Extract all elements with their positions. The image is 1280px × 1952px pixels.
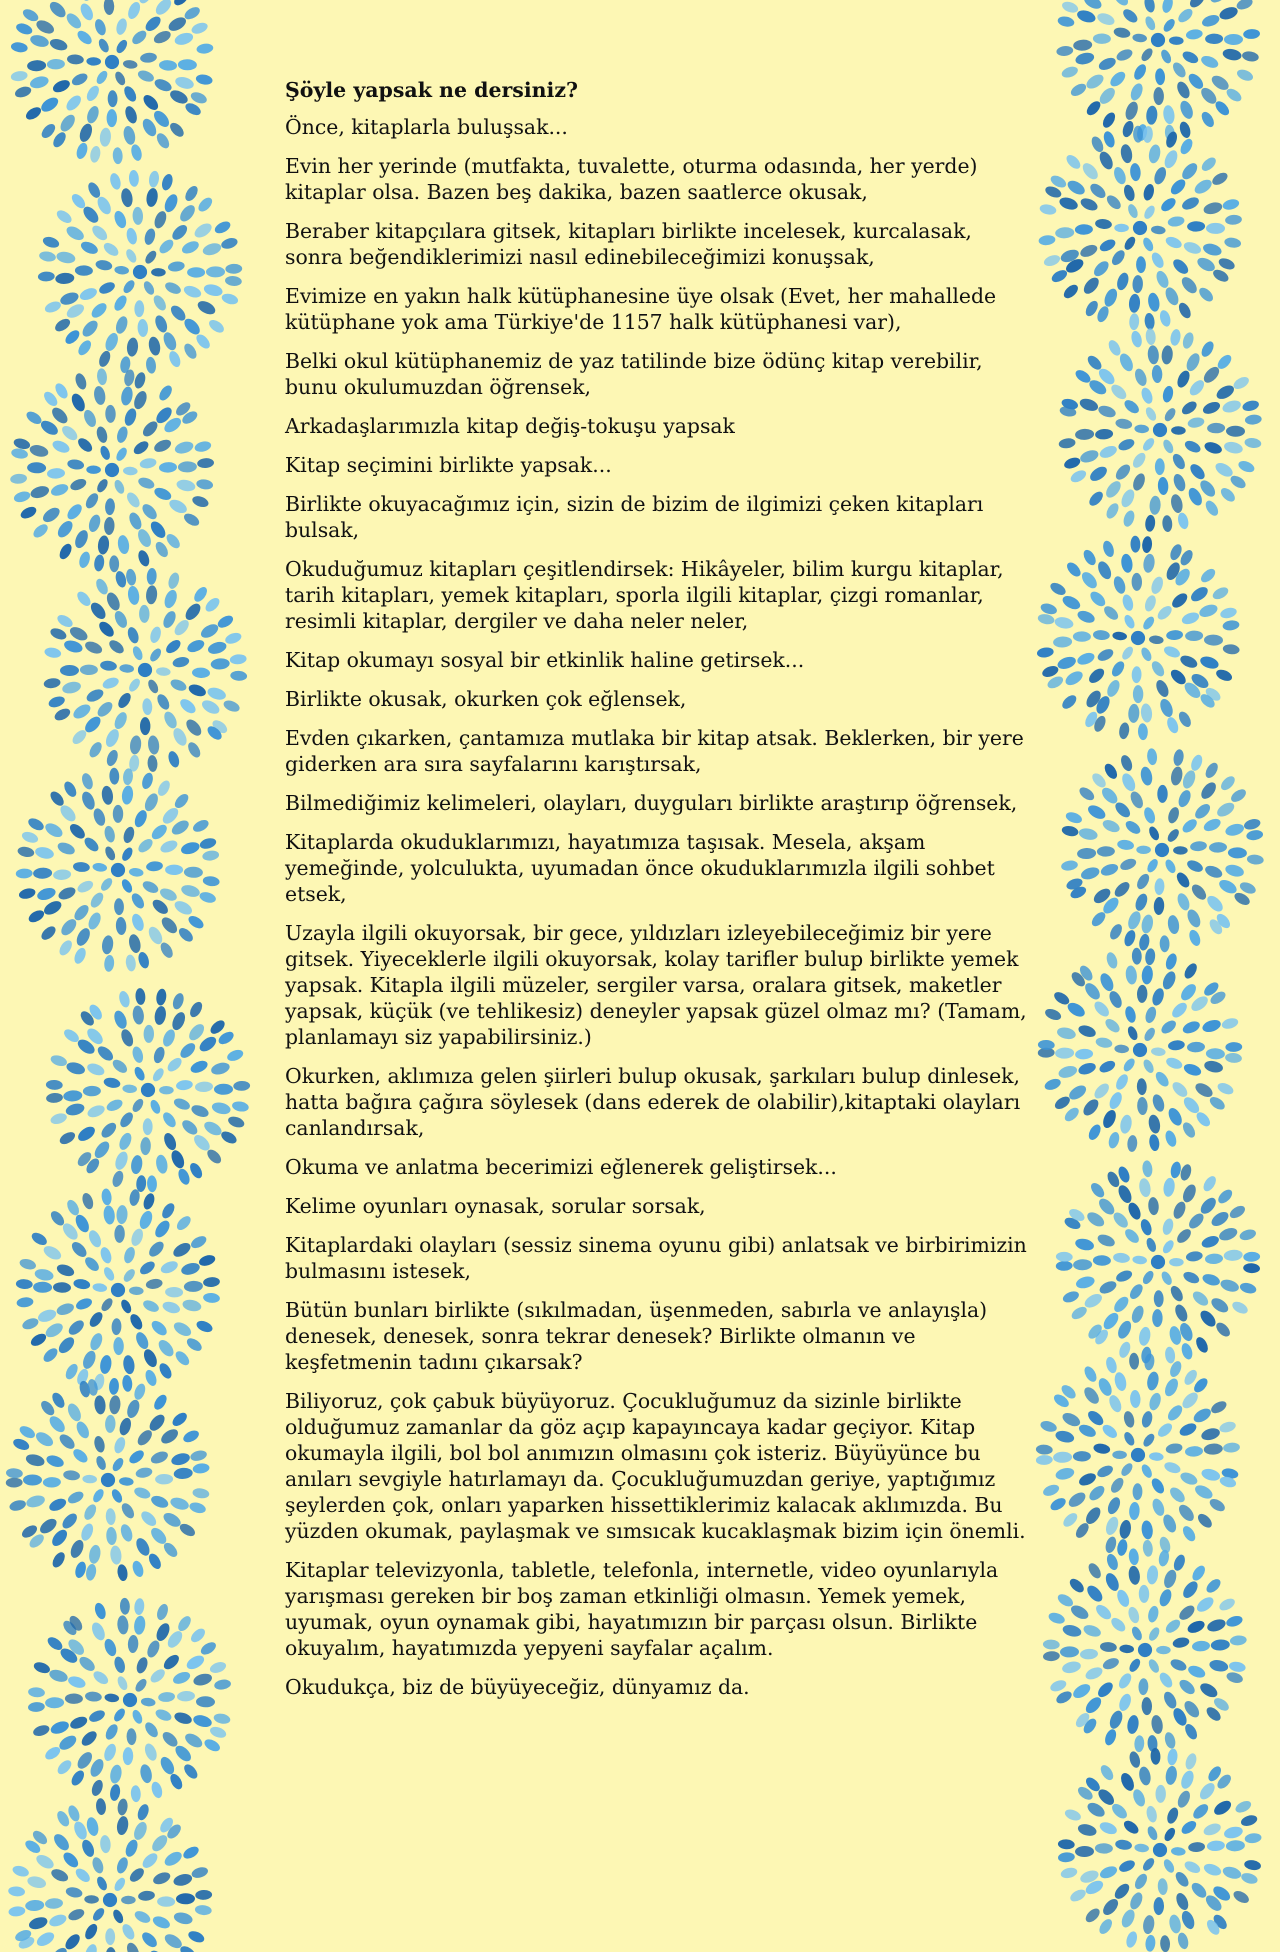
article-paragraph: Birlikte okuyacağımız için, sizin de bizim de ilgimizi çeken kitapları bulsak, — [285, 492, 984, 542]
flower-icon — [1036, 1353, 1241, 1558]
right-flower-column — [1020, 0, 1280, 1952]
left-flower-column — [0, 0, 260, 1952]
article-paragraph: Belki okul kütüphanemiz de yaz tatilinde bize ödünç kitap verebilir, bunu okulumuzdan öğrensek, — [285, 349, 983, 399]
flower-icon — [10, 0, 214, 164]
left-flower-decoration — [0, 0, 260, 1952]
article-paragraph: Kelime oyunları oynasak, sorular sorsak, — [285, 1194, 706, 1218]
article-paragraph: Biliyoruz, çok çabuk büyüyoruz. Çocukluğumuz da sizinle birlikte olduğumuz zamanlar da göz açıp kapayıncaya kadar geçiyor. Kitap okumayla ilgili, bol bol anımızın olmasını çok isteriz. Büyüyünce bu anıları sevgiyle hatırlamayı da. Çocukluğumuzdan geriye, yaptığımız şeylerden çok, onları yaparken hissettiklerimiz kalacak aklımızda. Bu yüzden okumak, paylaşmak ve sımsıcak kucaklaşmak bizim için önemli. — [285, 1389, 1026, 1543]
article — [285, 76, 1030, 1713]
flower-icon — [10, 368, 215, 572]
flower-icon — [1060, 748, 1264, 953]
flower-icon — [1038, 126, 1242, 331]
flower-icon — [6, 1378, 210, 1582]
right-flower-decoration — [1020, 0, 1280, 1952]
flower-icon — [1058, 328, 1262, 533]
article-body — [285, 114, 1030, 1700]
flower-icon — [8, 1798, 213, 1952]
article-paragraph: Kitap okumayı sosyal bir etkinlik haline getirsek... — [285, 648, 805, 672]
article-paragraph: Okurken, aklımıza gelen şiirleri bulup okusak, şarkıları bulup dinlesek, hatta bağıra çağıra söylesek (dans ederek de olabilir),kitaptaki olayları canlandırsak, — [285, 1064, 1021, 1140]
flower-icon — [28, 1598, 232, 1803]
flower-icon — [1056, 0, 1260, 142]
flower-icon — [1038, 948, 1243, 1153]
flower-icon — [43, 568, 247, 773]
article-paragraph: Evimize en yakın halk kütüphanesine üye olsak (Evet, her mahallede kütüphane yok ama Türkiye'de 1157 halk kütüphanesi var), — [285, 284, 997, 334]
article-paragraph: Bütün bunları birlikte (sıkılmadan, üşenmeden, sabırla ve anlayışla) denesek, denesek, sonra tekrar denesek? Birlikte olmanın ve keşfetmenin tadını çıkarsak? — [285, 1298, 988, 1374]
article-paragraph: Kitaplardaki olayları (sessiz sinema oyunu gibi) anlatsak ve birbirimizin bulmasını istesek, — [285, 1233, 1027, 1283]
flower-icon — [46, 988, 251, 1193]
article-paragraph: Okuduğumuz kitapları çeşitlendirsek: Hikâyeler, bilim kurgu kitaplar, tarih kitapları, yemek kitapları, sporla ilgili kitaplar, çizgi romanlar, resimli kitaplar, dergiler ve daha neler neler, — [285, 557, 1004, 633]
article-paragraph: Beraber kitapçılara gitsek, kitapları birlikte incelesek, kurcalasak, sonra beğendiklerimizi nasıl edinebileceğimizi konuşsak, — [285, 219, 972, 269]
article-paragraph: Kitap seçimini birlikte yapsak... — [285, 453, 612, 477]
article-paragraph: Arkadaşlarımızla kitap değiş-tokuşu yapsak — [285, 414, 735, 438]
article-paragraph: Kitaplar televizyonla, tabletle, telefonla, internetle, video oyunlarıyla yarışması gereken bir boş zaman etkinliği olmasın. Yemek yemek, uyumak, oyun oynamak gibi, hayatımızın bir parçası olsun. Birlikte okuyalım, hayatımızda yepyeni sayfalar açalım. — [285, 1558, 999, 1660]
flower-icon — [1043, 1548, 1248, 1753]
article-paragraph: Okuma ve anlatma becerimizi eğlenerek geliştirsek... — [285, 1155, 837, 1179]
article-paragraph: Birlikte okusak, okurken çok eğlensek, — [285, 687, 687, 711]
article-paragraph: Evin her yerinde (mutfakta, tuvalette, oturma odasında, her yerde) kitaplar olsa. Bazen beş dakika, bazen saatlerce okusak, — [285, 154, 978, 204]
article-paragraph: Bilmediğimiz kelimeleri, olayları, duyguları birlikte araştırıp öğrensek, — [285, 791, 1018, 815]
article-paragraph: Okudukça, biz de büyüyeceğiz, dünyamız da. — [285, 1675, 750, 1699]
article-paragraph: Evden çıkarken, çantamıza mutlaka bir kitap atsak. Beklerken, bir yere giderken ara sıra sayfalarını karıştırsak, — [285, 726, 1024, 776]
flower-icon — [1036, 536, 1240, 741]
flower-icon — [1056, 1160, 1261, 1364]
article-paragraph: Uzayla ilgili okuyorsak, bir gece, yıldızları izleyebileceğimiz bir yere gitsek. Yiyeceklerle ilgili okuyorsak, kolay tarifler bulup birlikte yemek yapsak. Kitapla ilgili müzeler, sergiler varsa, oralara gitsek, maketler yapsak, küçük (ve tehlikesiz) deneyler yapsak güzel olmaz mı? (Tamam, planlamayı siz yapabilirsiniz.) — [285, 921, 1027, 1049]
flower-icon — [38, 170, 243, 374]
article-paragraph: Önce, kitaplarla buluşsak... — [285, 115, 568, 139]
flower-icon — [1058, 1748, 1262, 1952]
article-title: Şöyle yapsak ne dersiniz? — [285, 78, 578, 102]
flower-icon — [16, 768, 221, 973]
article-paragraph: Kitaplarda okuduklarımızı, hayatımıza taşısak. Mesela, akşam yemeğinde, yolculukta, uyumadan önce okuduklarımızla ilgili sohbet etsek, — [285, 830, 995, 906]
flower-icon — [16, 1188, 221, 1392]
